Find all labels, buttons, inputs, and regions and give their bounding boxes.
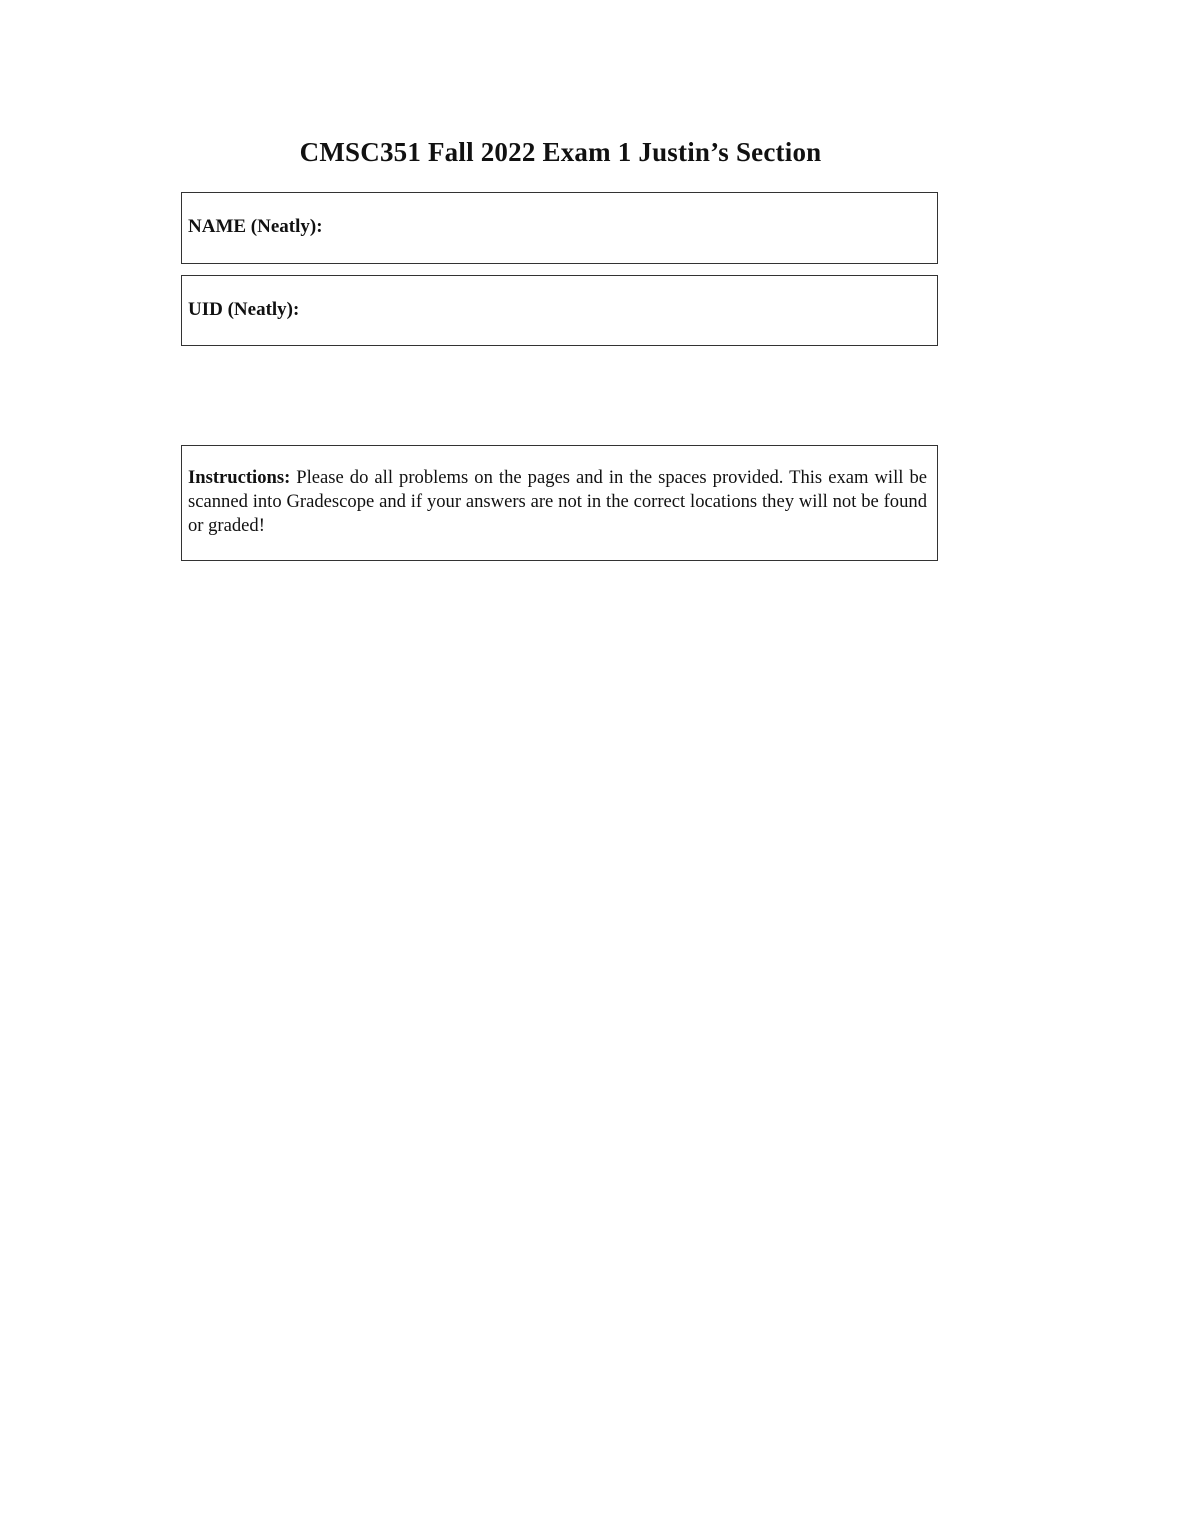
instructions-text: Please do all problems on the pages and in the spaces provided. This exam will be scanned into Gradescope and if your answers are not in the correct locations they will not be found or graded! — [188, 467, 927, 536]
exam-title: CMSC351 Fall 2022 Exam 1 Justin’s Section — [299, 137, 822, 167]
instructions-lead: Instructions: — [188, 467, 291, 488]
instructions-box — [181, 445, 938, 561]
name-box[interactable] — [181, 192, 938, 264]
instructions-paragraph — [188, 466, 927, 538]
uid-box[interactable] — [181, 275, 938, 346]
name-label: NAME (Neatly): — [188, 216, 323, 237]
uid-label: UID (Neatly): — [188, 299, 300, 320]
